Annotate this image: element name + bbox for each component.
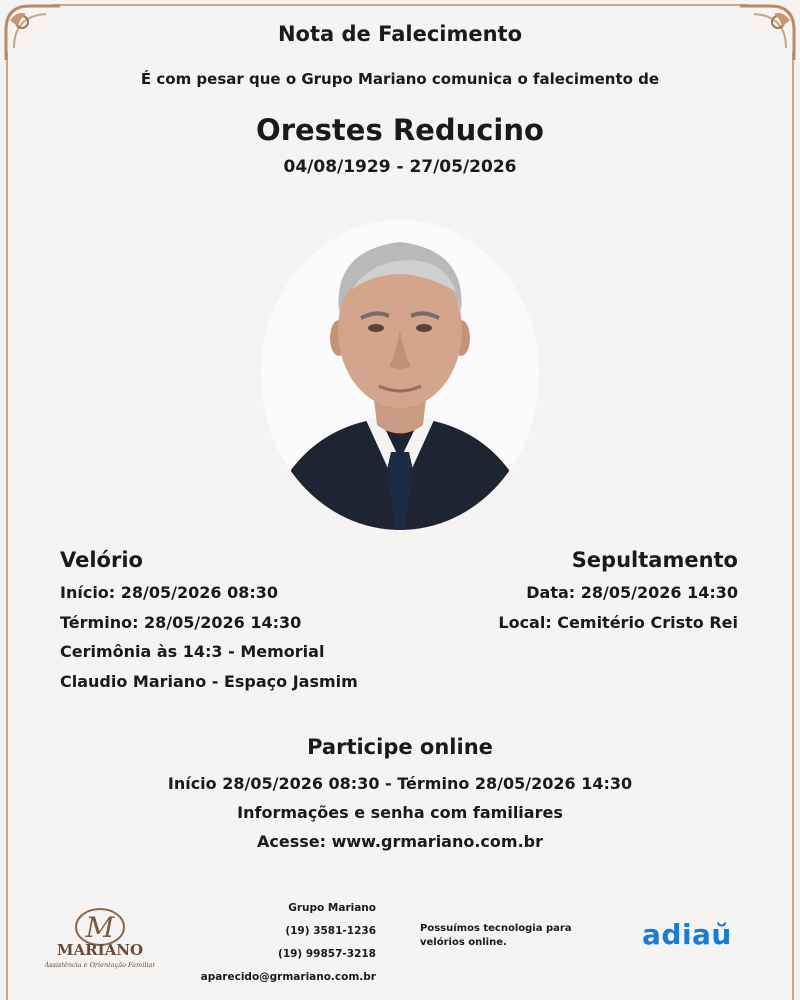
deceased-portrait <box>261 220 539 530</box>
frame-right-border <box>792 52 794 1000</box>
adiau-logo-text: adiaŭ <box>642 918 732 951</box>
sepultamento-location: Local: Cemitério Cristo Rei <box>498 612 738 632</box>
notice-title: Nota de Falecimento <box>277 22 523 46</box>
adiau-logo <box>642 918 732 951</box>
contact-phone-1[interactable]: (19) 3581-1236 <box>285 925 376 937</box>
sepultamento-heading: Sepultamento <box>571 548 738 572</box>
online-heading: Participe online <box>307 735 493 759</box>
notice-intro: É com pesar que o Grupo Mariano comunica o falecimento de <box>140 70 660 88</box>
mariano-logo-tagline: Assistência e Orientação Familiar <box>45 961 155 969</box>
sepultamento-date: Data: 28/05/2026 14:30 <box>526 583 738 602</box>
velorio-ceremony: Cerimônia às 14:3 - Memorial <box>60 642 325 661</box>
online-website-link[interactable]: Acesse: www.grmariano.com.br <box>257 832 543 851</box>
life-dates: 04/08/1929 - 27/05/2026 <box>283 157 517 177</box>
online-section <box>0 735 800 856</box>
deceased-name: Orestes Reducino <box>256 113 544 147</box>
frame-top-border <box>52 4 748 6</box>
online-tech-note: Possuímos tecnologia para velórios online. <box>420 923 572 948</box>
velorio-start: Início: 28/05/2026 08:30 <box>60 583 279 602</box>
velorio-section <box>60 548 410 696</box>
online-info: Informações e senha com familiares <box>237 803 563 822</box>
frame-left-border <box>6 52 8 1000</box>
contact-info <box>180 897 376 989</box>
mariano-logo <box>45 903 155 973</box>
velorio-heading: Velório <box>60 548 143 572</box>
sepultamento-section <box>418 548 738 637</box>
svg-text:M: M <box>85 911 115 944</box>
mariano-logo-text: MARIANO <box>56 941 144 959</box>
contact-company: Grupo Mariano <box>288 902 376 914</box>
velorio-location: Claudio Mariano - Espaço Jasmim <box>60 671 358 691</box>
velorio-end: Término: 28/05/2026 14:30 <box>60 612 302 632</box>
contact-email[interactable]: aparecido@grmariano.com.br <box>200 971 376 983</box>
online-schedule: Início 28/05/2026 08:30 - Término 28/05/2026 14:30 <box>167 774 633 793</box>
contact-phone-2[interactable]: (19) 99857-3218 <box>278 948 376 960</box>
